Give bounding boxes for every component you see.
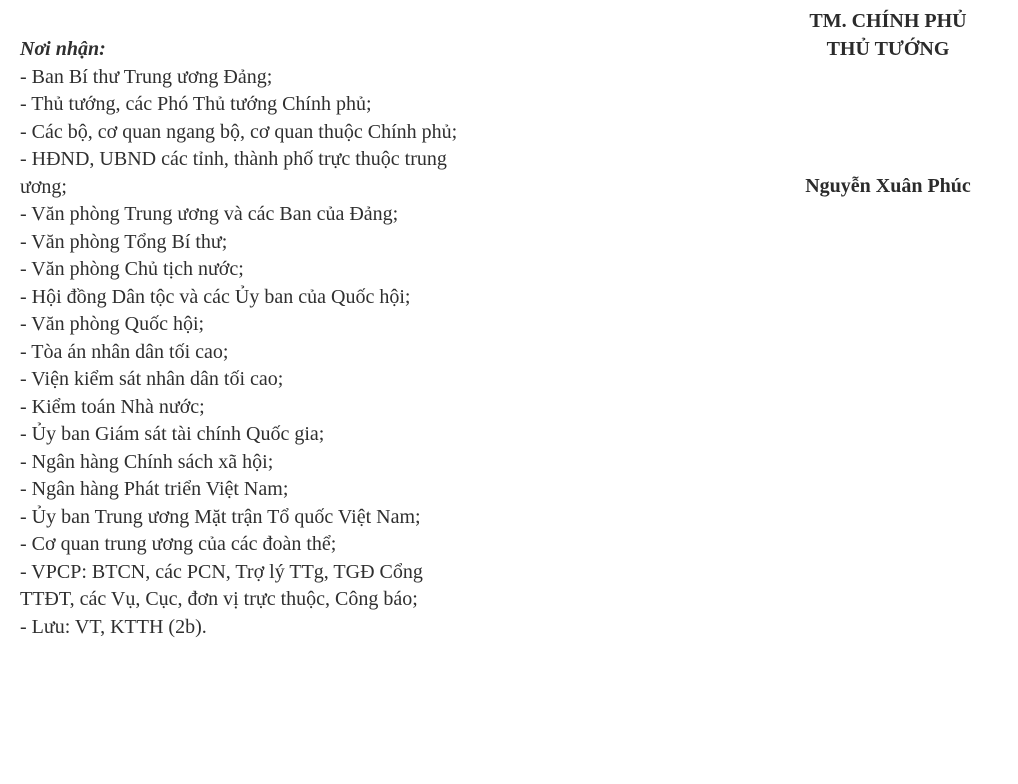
signer-name: Nguyễn Xuân Phúc <box>805 175 971 197</box>
signature-block <box>758 8 1018 201</box>
recipient-item: - Văn phòng Chủ tịch nước; <box>20 258 244 280</box>
recipient-item: - Ngân hàng Phát triển Việt Nam; <box>20 478 289 500</box>
recipient-item: - Kiểm toán Nhà nước; <box>20 395 205 418</box>
recipient-item: - Tòa án nhân dân tối cao; <box>20 340 229 363</box>
recipient-item: - HĐND, UBND các tỉnh, thành phố trực thuộc trung ương; <box>20 148 447 198</box>
recipient-item: - Cơ quan trung ương của các đoàn thể; <box>20 533 337 555</box>
signature-on-behalf-line: TM. CHÍNH PHỦ <box>809 10 967 32</box>
signature-title-line: THỦ TƯỚNG <box>826 37 950 60</box>
recipient-item: - Hội đồng Dân tộc và các Ủy ban của Quốc hội; <box>20 285 411 308</box>
recipient-item: - Ủy ban Trung ương Mặt trận Tổ quốc Việt Nam; <box>20 505 421 528</box>
recipient-item: - VPCP: BTCN, các PCN, Trợ lý TTg, TGĐ Cổng TTĐT, các Vụ, Cục, đơn vị trực thuộc, Công báo; <box>20 560 423 610</box>
recipient-item: - Lưu: VT, KTTH (2b). <box>20 615 207 638</box>
recipient-item: - Viện kiểm sát nhân dân tối cao; <box>20 368 284 390</box>
recipient-item: - Các bộ, cơ quan ngang bộ, cơ quan thuộc Chính phủ; <box>20 120 458 143</box>
recipient-item: - Ủy ban Giám sát tài chính Quốc gia; <box>20 423 325 445</box>
recipient-item: - Văn phòng Trung ương và các Ban của Đảng; <box>20 203 399 225</box>
recipient-item: - Văn phòng Tổng Bí thư; <box>20 230 228 253</box>
recipient-item: - Thủ tướng, các Phó Thủ tướng Chính phủ; <box>20 93 372 115</box>
recipient-item: - Ngân hàng Chính sách xã hội; <box>20 450 274 473</box>
recipient-item: - Ban Bí thư Trung ương Đảng; <box>20 65 273 88</box>
recipient-item: - Văn phòng Quốc hội; <box>20 313 205 335</box>
recipients-block <box>20 36 478 641</box>
recipients-heading: Nơi nhận: <box>20 38 106 60</box>
